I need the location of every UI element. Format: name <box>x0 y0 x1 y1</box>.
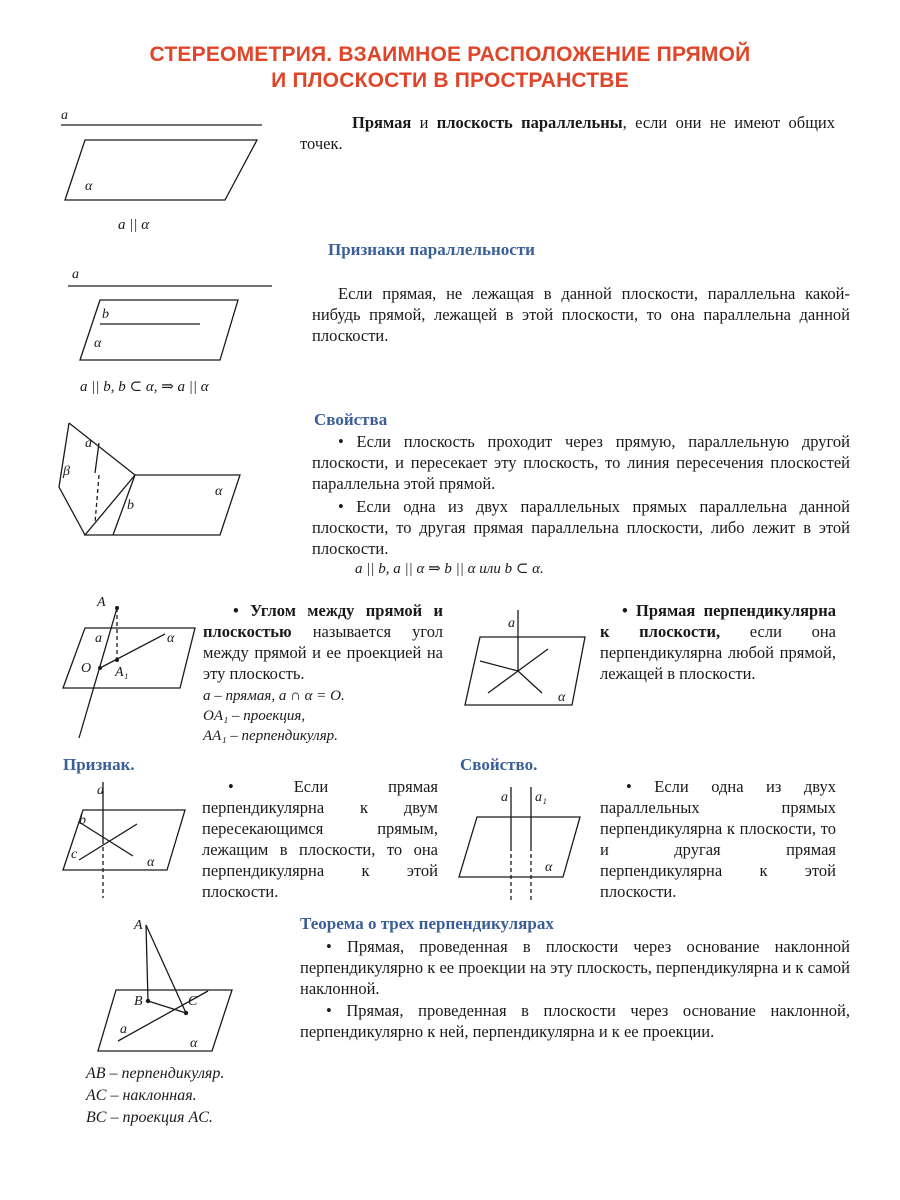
property-formula: a || b, a || α ⇒ b || α или b ⊂ α. <box>355 561 544 577</box>
title-line-2: И ПЛОСКОСТИ В ПРОСТРАНСТВЕ <box>271 69 629 92</box>
label-a: a <box>72 267 79 282</box>
angle-definition-rest: называется угол между прямой и ее проекцией на эту плоскость. <box>203 622 443 683</box>
label-alpha: α <box>94 336 102 351</box>
projection-OA1 <box>100 634 165 668</box>
figure-parallel-criterion <box>60 262 280 374</box>
property-2: • Если одна из двух параллельных прямых параллельна данной плоскости, то другая прямая параллельна плоскости, либо лежит в этой плоскости. <box>312 497 850 558</box>
definition-rest: , если они не имеют общих точек. <box>300 113 835 153</box>
point-C <box>184 1011 188 1015</box>
label-A1: A₁ <box>115 665 129 680</box>
label-c: c <box>71 847 78 862</box>
label-alpha: α <box>167 631 175 646</box>
title-line-1: СТЕРЕОМЕТРИЯ. ВЗАИМНОЕ РАСПОЛОЖЕНИЕ ПРЯМОЙ <box>149 43 751 66</box>
notation-line-2: OA₁ – проекция, <box>203 708 306 724</box>
page-title <box>0 42 900 94</box>
label-a: a <box>85 436 92 451</box>
plane-beta-top <box>69 423 135 475</box>
plane-alpha <box>98 990 232 1051</box>
angle-notation <box>203 686 453 746</box>
heading-criteria: Признаки параллельности <box>328 240 535 259</box>
term-parallel: плоскость параллельны <box>436 113 623 132</box>
label-A: A <box>134 918 143 933</box>
property-perp-text: • Если одна из двух параллельных прямых перпендикулярна к плоскости, то и другая прямая перпендикулярна к этой плоскости. <box>600 777 836 901</box>
heading-properties: Свойства <box>314 410 388 429</box>
label-a: a <box>95 631 102 646</box>
label-a: a <box>61 108 68 123</box>
term-angle: • Углом между прямой и плоскостью <box>203 601 443 641</box>
label-alpha: α <box>147 855 155 870</box>
legend-AC: AC – наклонная. <box>86 1087 197 1104</box>
plane-alpha <box>465 637 585 705</box>
term-perpendicular: • Прямая перпендикулярна к плоскости, <box>600 601 836 641</box>
label-C: C <box>188 994 198 1009</box>
line-b <box>79 822 133 856</box>
label-alpha: α <box>190 1036 198 1051</box>
label-b: b <box>79 813 86 828</box>
figure-angle-line-plane <box>55 590 215 740</box>
figure-perpendicular <box>460 605 600 715</box>
notation-line-3: AA₁ – перпендикуляр. <box>203 728 338 744</box>
point-B <box>146 999 150 1003</box>
label-B: B <box>134 994 143 1009</box>
label-alpha: α <box>215 484 223 499</box>
plane-line-3 <box>488 671 518 693</box>
definition-parallel <box>300 112 835 154</box>
criterion-perp-text: • Если прямая перпендикулярна к двум пересекающимся прямым, лежащим в плоскости, то она перпендикулярна к этой плоскости. <box>202 777 438 901</box>
figure-perp-criterion <box>55 780 195 900</box>
label-a: a <box>501 790 508 805</box>
theorem-item-1: • Прямая, проведенная в плоскости через основание наклонной перпендикулярно к ее проекции на эту плоскость, перпендикулярна и к самой наклонной. <box>300 937 850 998</box>
line-a <box>95 443 99 473</box>
line-c <box>79 824 137 860</box>
point-A <box>115 606 119 610</box>
legend-AB: AB – перпендикуляр. <box>86 1065 225 1082</box>
criterion-text: Если прямая, не лежащая в данной плоскости, параллельна какой-нибудь прямой, лежащей в этой плоскости, то она параллельна данной плоскости. <box>312 284 850 345</box>
plane-alpha <box>63 628 195 688</box>
perpendicular-definition <box>600 600 836 684</box>
figure-parallel-line-plane <box>55 105 275 240</box>
label-a: a <box>97 783 104 798</box>
plane-beta-edge <box>59 423 85 535</box>
heading-property: Свойство. <box>460 755 538 774</box>
point-O <box>98 666 102 670</box>
caption-criterion: a || b, b ⊂ α, ⇒ a || α <box>80 379 209 395</box>
legend-BC: BC – проекция AC. <box>86 1109 213 1126</box>
plane-alpha <box>65 140 257 200</box>
label-alpha: α <box>85 179 93 194</box>
perpendicular-definition-rest: если она перпендикулярна любой прямой, лежащей в плоскости. <box>600 622 836 683</box>
label-alpha: α <box>545 860 553 875</box>
label-beta: β <box>63 464 70 479</box>
figure-three-perpendiculars <box>90 915 240 1060</box>
label-b: b <box>127 498 134 513</box>
caption-a-parallel-alpha: a || α <box>118 217 150 233</box>
inclined-AC <box>146 925 186 1013</box>
label-a1: a₁ <box>535 790 547 805</box>
text-and: и <box>411 113 437 132</box>
angle-definition <box>203 600 443 684</box>
line-b-hidden <box>95 475 99 523</box>
label-a: a <box>508 616 515 631</box>
label-O: O <box>81 661 92 676</box>
theorem-item-2: • Прямая, проведенная в плоскости через основание наклонной, перпендикулярно к ней, перпендикулярна и к ее проекции. <box>300 1001 850 1041</box>
label-a: a <box>120 1022 127 1037</box>
plane-line-2 <box>518 649 548 671</box>
heading-theorem: Теорема о трех перпендикулярах <box>300 914 554 933</box>
label-b: b <box>102 307 109 322</box>
figure-properties <box>55 405 255 545</box>
figure-perp-property <box>455 785 595 905</box>
plane-line-4 <box>518 671 542 693</box>
heading-criterion: Признак. <box>63 755 135 774</box>
notation-line-1: a – прямая, a ∩ α = O. <box>203 688 345 704</box>
theorem-legend <box>86 1063 306 1129</box>
plane-alpha <box>459 817 580 877</box>
point-A1 <box>115 658 119 662</box>
term-line: Прямая <box>352 113 412 132</box>
label-A: A <box>97 595 106 610</box>
label-alpha: α <box>558 690 566 705</box>
property-1: • Если плоскость проходит через прямую, параллельную другой плоскости, и пересекает эту плоскость, то линия пересечения плоскостей параллельна этой прямой. <box>312 432 850 493</box>
plane-line-1 <box>480 661 518 671</box>
